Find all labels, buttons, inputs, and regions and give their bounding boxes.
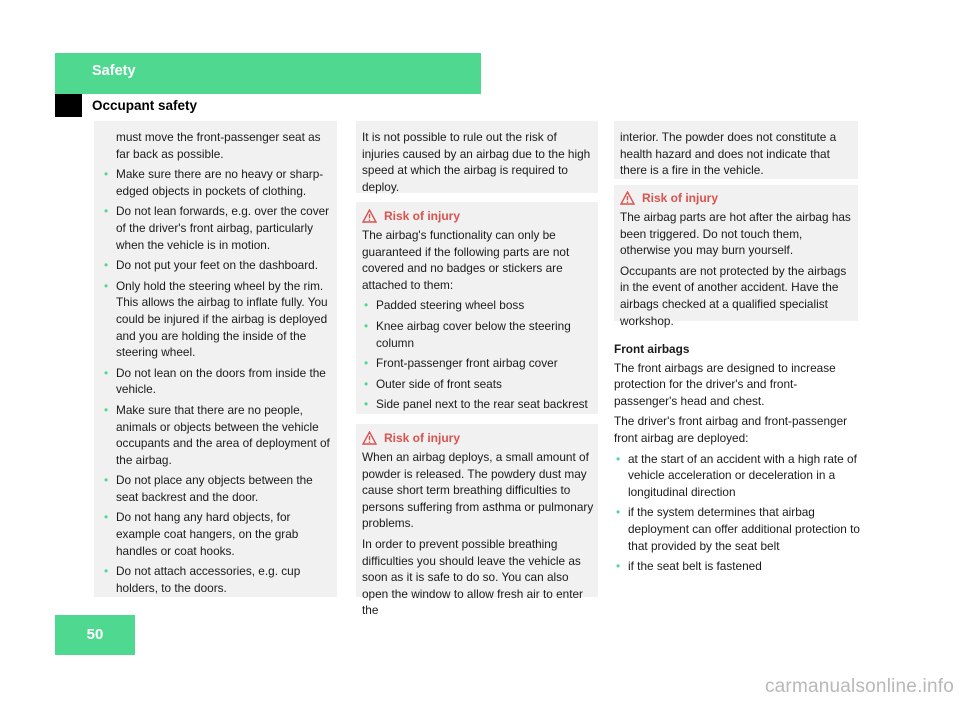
bullet-icon: • (364, 298, 369, 313)
risk-box-1 (356, 202, 598, 414)
bullet-icon: • (104, 204, 109, 219)
list-item: • if the system determines that airbag deployment can offer additional protection to that provided by the seat belt (616, 505, 860, 553)
warning-triangle-icon (362, 431, 377, 445)
bullet-icon: • (104, 167, 109, 182)
list-item: • at the start of an accident with a high rate of vehicle acceleration or deceleration in a longitudinal direction (616, 451, 857, 499)
bullet-icon: • (104, 473, 109, 488)
list-item: • Side panel next to the rear seat backrest (364, 397, 588, 412)
risk-box-2 (356, 424, 598, 618)
bullet-icon: • (616, 505, 621, 520)
body-text: The front airbags are designed to increase protection for the driver's and front-passenger's head and chest. (614, 360, 836, 408)
bullet-icon: • (364, 318, 369, 333)
risk-box-3 (614, 185, 858, 328)
bullet-icon: • (104, 564, 109, 579)
risk-text: Occupants are not protected by the airbags in the event of another accident. Have the airbags checked at a qualified specialist workshop. (620, 263, 847, 328)
body-text: The driver's front airbag and front-passenger front airbag are deployed: (614, 414, 848, 445)
bullet-icon: • (616, 559, 621, 574)
col2-top-text: It is not possible to rule out the risk of injuries caused by an airbag due to the high speed at which the airbag is required to deploy. (362, 130, 591, 194)
page-subtitle: Occupant safety (92, 98, 198, 113)
col3-top-text: interior. The powder does not constitute a health hazard and does not indicate that there is a fire in the vehicle. (620, 130, 837, 178)
list-item: • Do not lean forwards, e.g. over the cover of the driver's front airbag, particularly when the vehicle is in motion. (104, 204, 330, 252)
warning-triangle-icon (362, 209, 377, 223)
section-title: Safety (92, 63, 136, 79)
list-item: • Front-passenger front airbag cover (364, 356, 558, 371)
column-2-top-panel (356, 121, 598, 193)
list-item: • Do not place any objects between the seat backrest and the door. (104, 473, 313, 504)
list-item: • Do not lean on the doors from inside the vehicle. (104, 365, 326, 397)
bullet-icon: • (364, 376, 369, 391)
header-marker (55, 94, 82, 117)
bullet-icon: • (616, 451, 621, 466)
risk-text: When an airbag deploys, a small amount of powder is released. The powdery dust may cause short term breathing difficulties to persons suffering from asthma or pulmonary problems. (362, 450, 594, 531)
list-item: • if the seat belt is fastened (616, 559, 762, 574)
risk-text: In order to prevent possible breathing difficulties you should leave the vehicle as soon as it is safe to do so. You can also open the window to allow fresh air to enter the (362, 536, 583, 618)
list-item: • Do not hang any hard objects, for example coat hangers, on the grab handles or coat hooks. (104, 510, 299, 558)
list-item: • Only hold the steering wheel by the rim. This allows the airbag to inflate fully. You could be injured if the airbag is deployed and you are holding the inside of the steering wheel. (104, 278, 328, 360)
bullet-icon: • (364, 356, 369, 371)
bullet-icon: • (364, 397, 369, 412)
list-item: • Outer side of front seats (364, 376, 502, 391)
list-item: • Make sure that there are no people, animals or objects between the vehicle occupants and the area of deployment of the airbag. (104, 402, 330, 467)
bullet-icon: • (104, 510, 109, 525)
bullet-icon: • (104, 365, 109, 380)
column-1-panel (94, 121, 337, 597)
risk-heading: Risk of injury (620, 190, 854, 207)
risk-heading: Risk of injury (362, 208, 594, 225)
risk-heading: Risk of injury (362, 430, 594, 447)
page-number: 50 (55, 615, 135, 655)
list-item: • Padded steering wheel boss (364, 298, 525, 313)
risk-text: The airbag's functionality can only be guaranteed if the following parts are not covered and no badges or stickers are attached to them: (362, 228, 570, 292)
watermark: carmanualsonline.info (764, 676, 954, 697)
risk-text: The airbag parts are hot after the airbag has been triggered. Do not touch them, otherwise you may burn yourself. (620, 210, 851, 258)
section-heading: Front airbags (614, 342, 690, 356)
list-item: • Knee airbag cover below the steering column (364, 318, 571, 350)
bullet-icon: • (104, 278, 109, 293)
list-item: • Do not attach accessories, e.g. cup holders, to the doors. (104, 564, 301, 595)
bullet-icon: • (104, 402, 109, 417)
list-item: • Make sure there are no heavy or sharp-edged objects in pockets of clothing. (104, 167, 324, 198)
bullet-icon: • (104, 258, 109, 273)
warning-triangle-icon (620, 191, 635, 205)
front-airbags-section (614, 341, 860, 579)
list-item: • Do not put your feet on the dashboard. (104, 258, 318, 273)
column-3-top-panel (614, 121, 858, 179)
col1-intro: must move the front-passenger seat as far back as possible. (116, 130, 321, 161)
